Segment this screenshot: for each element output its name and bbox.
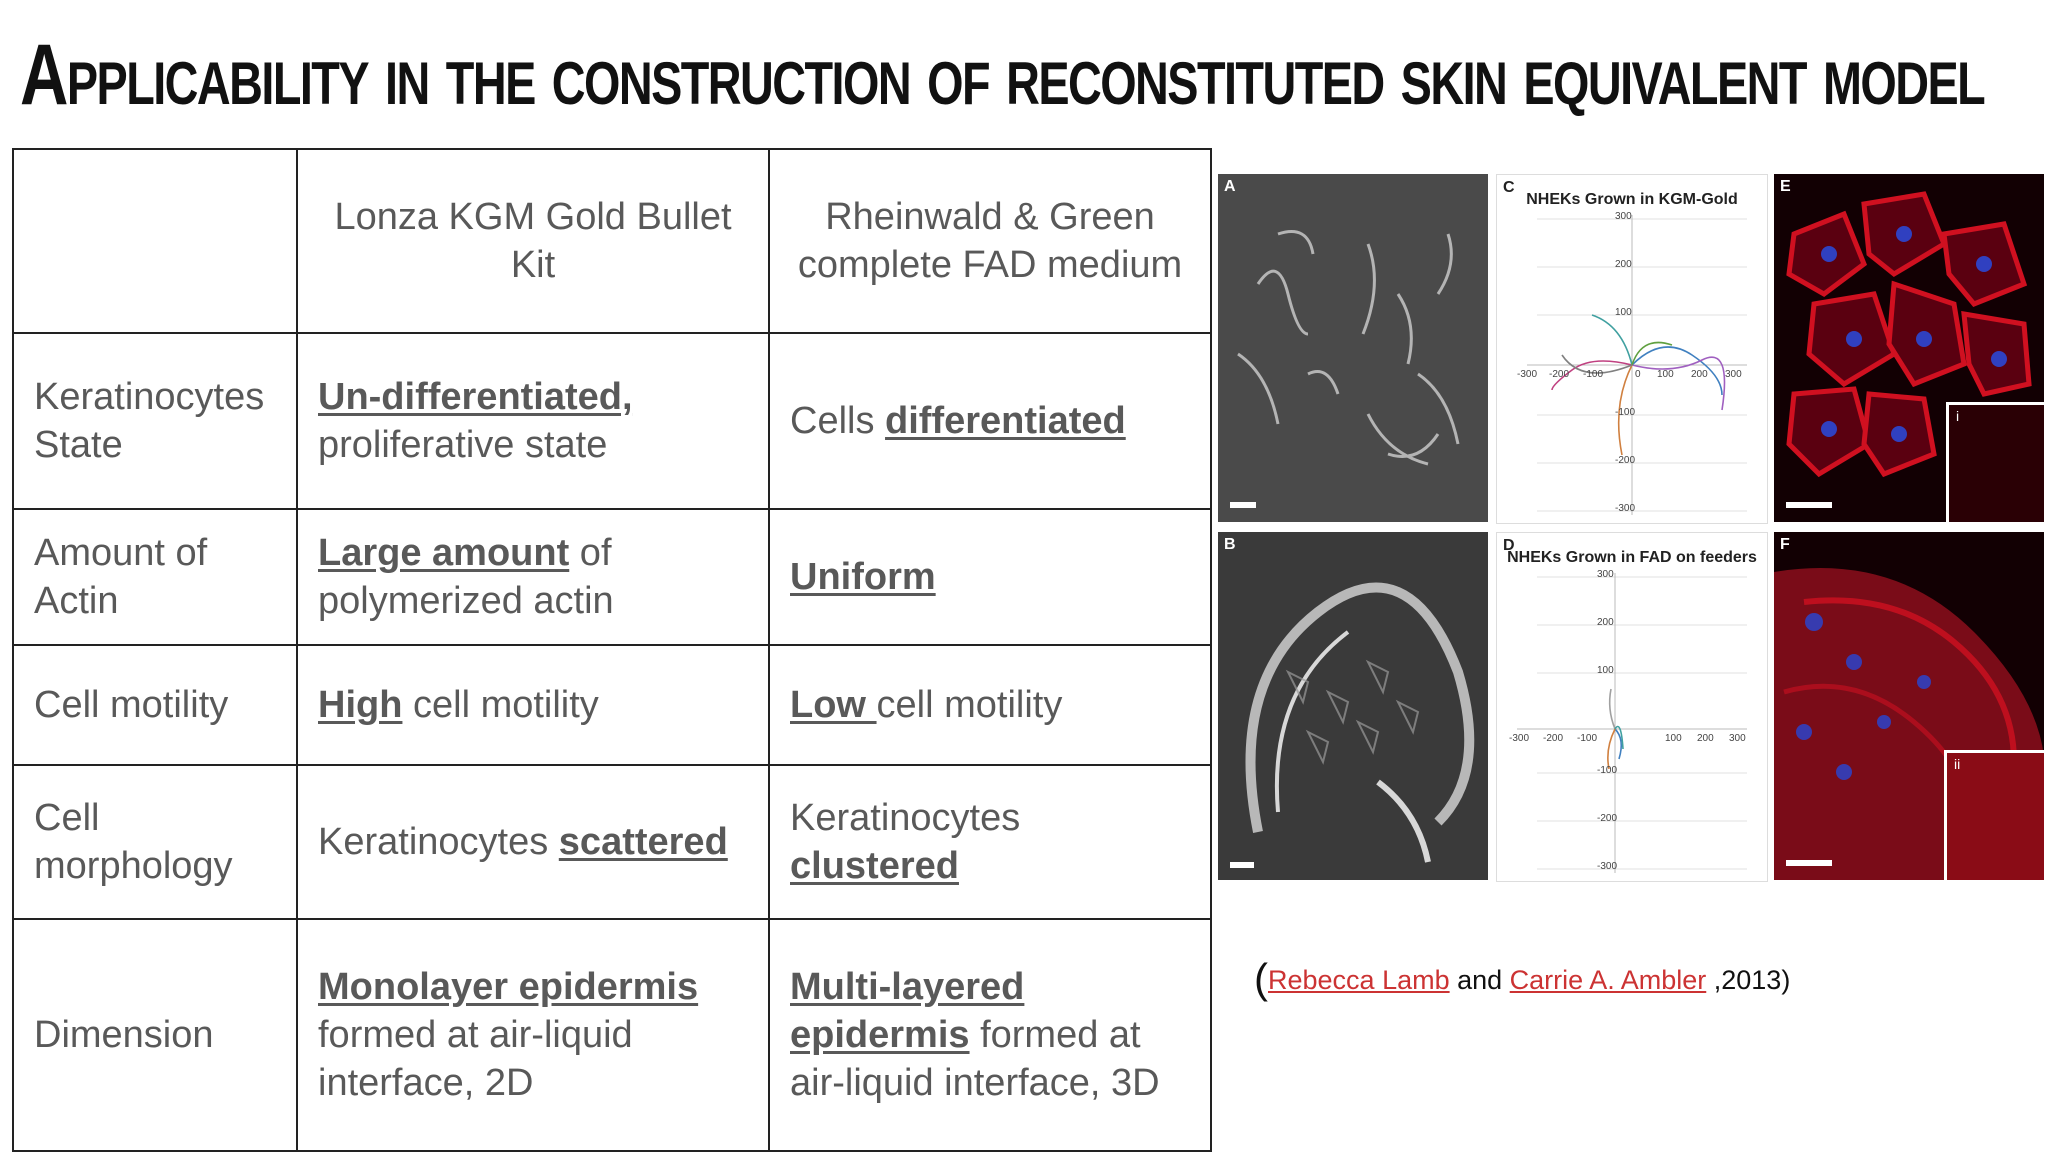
inset-image: [1946, 402, 2044, 522]
y-tick: -300: [1597, 861, 1618, 872]
x-tick: 200: [1691, 369, 1708, 380]
lonza-emphasis: Large amount: [318, 532, 570, 574]
x-tick: -200: [1549, 369, 1570, 380]
lonza-emphasis: Monolayer epidermis: [318, 966, 699, 1008]
author-link-lamb[interactable]: Rebecca Lamb: [1268, 965, 1450, 995]
header-lonza: Lonza KGM Gold Bullet Kit: [297, 149, 769, 333]
citation-year: ,2013): [1706, 965, 1791, 995]
lonza-cell: [297, 509, 769, 645]
row-label: Dimension: [13, 919, 297, 1151]
y-tick: 300: [1615, 211, 1632, 222]
panel-d-tracking-plot: [1496, 532, 1768, 882]
rheinwald-emphasis: Multi-layered epidermis: [790, 966, 1025, 1056]
y-tick: 300: [1597, 569, 1614, 580]
y-tick: 200: [1597, 617, 1614, 628]
panel-letter: D: [1503, 537, 1515, 554]
tracking-paths-graphic: [1497, 533, 1767, 881]
row-label: Cell morphology: [13, 765, 297, 919]
y-tick: 100: [1597, 665, 1614, 676]
panel-letter: E: [1780, 178, 1791, 195]
rheinwald-cell: [769, 919, 1211, 1151]
scale-bar: [1230, 502, 1256, 508]
x-tick: 100: [1657, 369, 1674, 380]
comparison-table: [12, 148, 1212, 1152]
rheinwald-text: Keratinocytes: [790, 797, 1021, 839]
panel-c-tracking-plot: [1496, 174, 1768, 524]
lonza-cell: [297, 919, 769, 1151]
rheinwald-cell: [769, 765, 1211, 919]
header-rheinwald: Rheinwald & Green complete FAD medium: [769, 149, 1211, 333]
inset-label: i: [1956, 408, 1960, 424]
x-tick: -100: [1583, 369, 1604, 380]
cell-outlines-graphic: [1218, 174, 1488, 522]
panel-e-fluorescence: [1774, 174, 2044, 522]
lonza-text: cell motility: [402, 684, 599, 726]
citation-and: and: [1449, 965, 1510, 995]
y-tick: 200: [1615, 259, 1632, 270]
panel-b-micrograph: [1218, 532, 1488, 880]
lonza-text: proliferative state: [318, 424, 608, 466]
row-label: Keratinocytes State: [13, 333, 297, 509]
lonza-text: of polymerized actin: [318, 532, 614, 622]
table-row: [13, 645, 1211, 765]
rheinwald-emphasis: Low: [790, 684, 877, 726]
rheinwald-cell: [769, 645, 1211, 765]
slide-title: Applicability in the construction of reconstituted skin equivalent model: [20, 27, 1985, 123]
tracking-paths-graphic: [1497, 175, 1767, 523]
x-tick: 0: [1635, 369, 1641, 380]
inset-label: ii: [1954, 756, 1961, 772]
lonza-emphasis: High: [318, 684, 403, 726]
rheinwald-cell: [769, 509, 1211, 645]
x-tick: 100: [1665, 733, 1682, 744]
scale-bar: [1786, 502, 1832, 508]
table-header-row: [13, 149, 1211, 333]
figure-panel-grid: [1218, 172, 2044, 880]
plot-title: NHEKs Grown in FAD on feeders: [1507, 549, 1757, 566]
x-tick: 300: [1725, 369, 1742, 380]
rheinwald-emphasis: Uniform: [790, 556, 936, 598]
y-tick: -300: [1615, 503, 1636, 514]
lonza-cell: [297, 645, 769, 765]
panel-letter: F: [1780, 536, 1790, 553]
citation: [1254, 955, 1790, 1003]
x-tick: -300: [1517, 369, 1538, 380]
table-row: [13, 333, 1211, 509]
x-tick: 200: [1697, 733, 1714, 744]
x-tick: -200: [1543, 733, 1564, 744]
rheinwald-cell: [769, 333, 1211, 509]
rheinwald-emphasis: differentiated: [885, 400, 1126, 442]
x-tick: 300: [1729, 733, 1746, 744]
lonza-emphasis: scattered: [558, 821, 728, 863]
y-tick: -200: [1597, 813, 1618, 824]
lonza-text: Keratinocytes: [318, 821, 559, 863]
lonza-cell: [297, 765, 769, 919]
panel-letter: A: [1224, 178, 1236, 195]
y-tick: -100: [1615, 407, 1636, 418]
header-empty: [13, 149, 297, 333]
lonza-text: formed at air-liquid interface, 2D: [318, 1014, 633, 1104]
table-row: [13, 765, 1211, 919]
rheinwald-text: cell motility: [876, 684, 1063, 726]
rheinwald-emphasis: clustered: [790, 845, 959, 887]
row-label: Cell motility: [13, 645, 297, 765]
scale-bar: [1786, 860, 1832, 866]
lonza-emphasis: Un-differentiated,: [318, 376, 633, 418]
panel-f-fluorescence: [1774, 532, 2044, 880]
panel-a-micrograph: [1218, 174, 1488, 522]
table-row: [13, 509, 1211, 645]
scale-bar: [1230, 862, 1254, 868]
citation-open-paren: (: [1254, 955, 1268, 1002]
row-label: Amount of Actin: [13, 509, 297, 645]
y-tick: -100: [1597, 765, 1618, 776]
y-tick: 100: [1615, 307, 1632, 318]
panel-letter: C: [1503, 179, 1515, 196]
rheinwald-text: Cells: [790, 400, 886, 442]
panel-letter: B: [1224, 536, 1236, 553]
lonza-cell: [297, 333, 769, 509]
x-tick: -100: [1577, 733, 1598, 744]
y-tick: -200: [1615, 455, 1636, 466]
table-row: [13, 919, 1211, 1151]
colony-outline-graphic: [1218, 532, 1488, 880]
rheinwald-text: formed at air-liquid interface, 3D: [790, 1014, 1160, 1104]
plot-title: NHEKs Grown in KGM-Gold: [1526, 191, 1738, 208]
author-link-ambler[interactable]: Carrie A. Ambler: [1509, 965, 1707, 995]
x-tick: -300: [1509, 733, 1530, 744]
